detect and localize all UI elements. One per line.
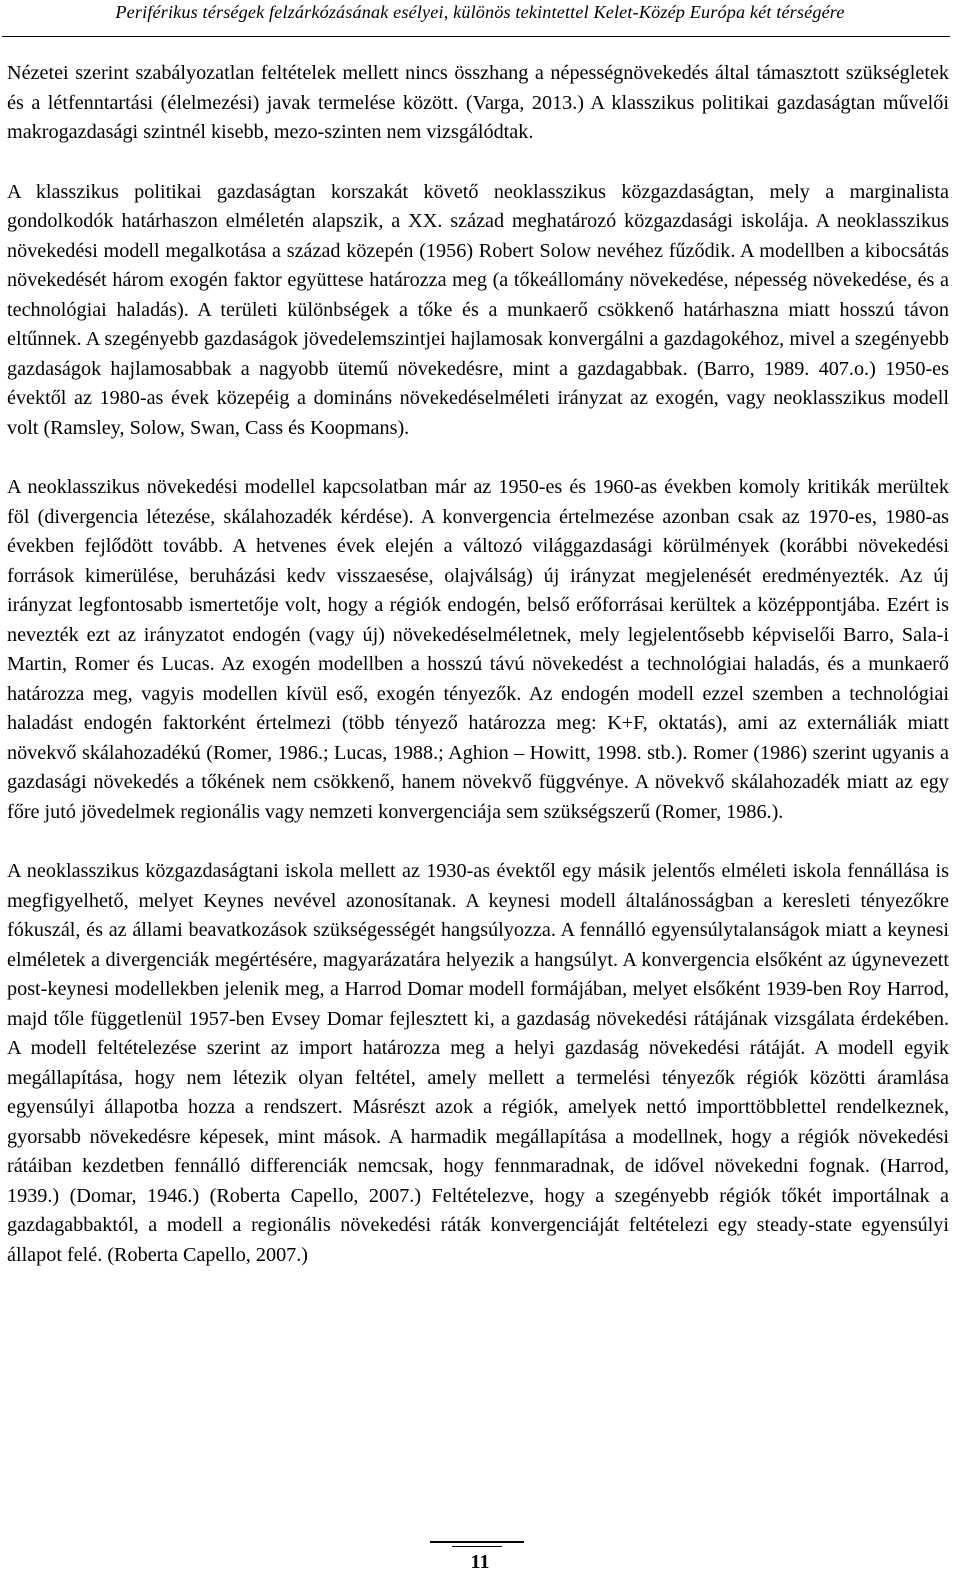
- paragraph-4: A neoklasszikus közgazdaságtani iskola mellett az 1930-as évektől egy másik jelentős elméleti iskola fennállása is megfigyelhető, melyet Keynes nevével azonosítanak. A keynesi modell általánosságban a keresleti tényezőkre fókuszál, és az állami beavatkozások szükségességét hangsúlyozza. A fennálló egyensúlytalanságok miatt a keynesi elméletek a divergenciák megértésére, magyarázatára helyezik a hangsúlyt. A konvergencia elsőként az úgynevezett post-keynesi modellekben jelenik meg, a Harrod Domar modell formájában, melyet elsőként 1939-ben Roy Harrod, majd tőle függetlenül 1957-ben Evsey Domar fejlesztett ki, a gazdaság növekedési rátájának vizsgálata érdekében. A modell feltételezése szerint az import határozza meg a helyi gazdaság növekedési rátáját. A modell egyik megállapítása, hogy nem létezik olyan feltétel, amely mellett a termelési tényezők régiók közötti áramlása egyensúlyi állapotba hozza a rendszert. Másrészt azok a régiók, amelyek nettó importtöbblettel rendelkeznek, gyorsabb növekedésre képesek, mint mások. A harmadik megállapítása a modellnek, hogy a régiók növekedési rátáiban kezdetben fennálló differenciák nemcsak, hogy fennmaradnak, de idővel növekedni fognak. (Harrod, 1939.) (Domar, 1946.) (Roberta Capello, 2007.) Feltételezve, hogy a szegényebb régiók tőkét importálnak a gazdagabbaktól, a modell a regionális növekedési ráták konvergenciáját feltételezi egy steady-state egyensúlyi állapot felé. (Roberta Capello, 2007.): [7, 860, 949, 1266]
- header-divider: [2, 36, 950, 37]
- paragraph-1: Nézetei szerint szabályozatlan feltételek mellett nincs összhang a népességnövekedés által támasztott szükségletek és a létfenntartási (élelmezési) javak termelése között. (Varga, 2013.) A klasszikus politikai gazdaságtan művelői makrogazdasági szintnél kisebb, mezo-szinten nem vizsgálódtak.: [7, 62, 949, 143]
- footer-divider: [430, 1541, 524, 1543]
- document-body: [7, 59, 949, 1300]
- paragraph-3: A neoklasszikus növekedési modellel kapcsolatban már az 1950-es és 1960-as években komoly kritikák merültek föl (divergencia létezése, skálahozadék kérdése). A konvergencia értelmezése azonban csak az 1970-es, 1980-as években fejlődött tovább. A hetvenes évek elején a változó világgazdasági körülmények (korábbi növekedési források kimerülése, beruházási kedv visszaesése, olajválság) új irányzat megjelenését eredményezték. Az új irányzat legfontosabb ismertetője volt, hogy a régiók endogén, belső erőforrásai kerültek a középpontjába. Ezért is nevezték ezt az irányzatot endogén (vagy új) növekedéselméletnek, mely legjelentősebb képviselői Barro, Sala-i Martin, Romer és Lucas. Az exogén modellben a hosszú távú növekedést a technológiai haladás, és a munkaerő határozza meg, vagyis modellen kívül eső, exogén tényezők. Az endogén modell ezzel szemben a technológiai haladást endogén faktorként értelmezi (több tényező határozza meg: K+F, oktatás), ami az externáliák miatt növekvő skálahozadékú (Romer, 1986.; Lucas, 1988.; Aghion – Howitt, 1998. stb.). Romer (1986) szerint ugyanis a gazdasági növekedés a tőkének nem csökkenő, hanem növekvő függvénye. A növekvő skálahozadék miatt az egy főre jutó jövedelmek regionális vagy nemzeti konvergenciája sem szükségszerű (Romer, 1986.).: [7, 476, 949, 823]
- footer-divider-short: [452, 1546, 502, 1547]
- running-header: Periférikus térségek felzárkózásának esélyei, különös tekintettel Kelet-Közép Európa két térségére: [115, 2, 845, 22]
- paragraph-2: A klasszikus politikai gazdaságtan korszakát követő neoklasszikus közgazdaságtan, mely a marginalista gondolkodók határhaszon elméletén alapszik, a XX. század meghatározó közgazdasági iskolája. A neoklasszikus növekedési modell megalkotása a század közepén (1956) Robert Solow nevéhez fűződik. A modellben a kibocsátás növekedését három exogén faktor együttese határozza meg (a tőkeállomány növekedése, népesség növekedése, és a technológiai haladás). A területi különbségek a tőke és a munkaerő csökkenő határhaszna miatt hosszú távon eltűnnek. A szegényebb gazdaságok jövedelemszintjei hajlamosak konvergálni a gazdagokéhoz, mivel a szegényebb gazdaságok hajlamosabbak a nagyobb ütemű növekedésre, mint a gazdagabbak. (Barro, 1989. 407.o.) 1950-es évektől az 1980-as évek közepéig a domináns növekedéselméleti irányzat az exogén, vagy neoklasszikus modell volt (Ramsley, Solow, Swan, Cass és Koopmans).: [7, 180, 949, 439]
- page-number: 11: [470, 1551, 490, 1573]
